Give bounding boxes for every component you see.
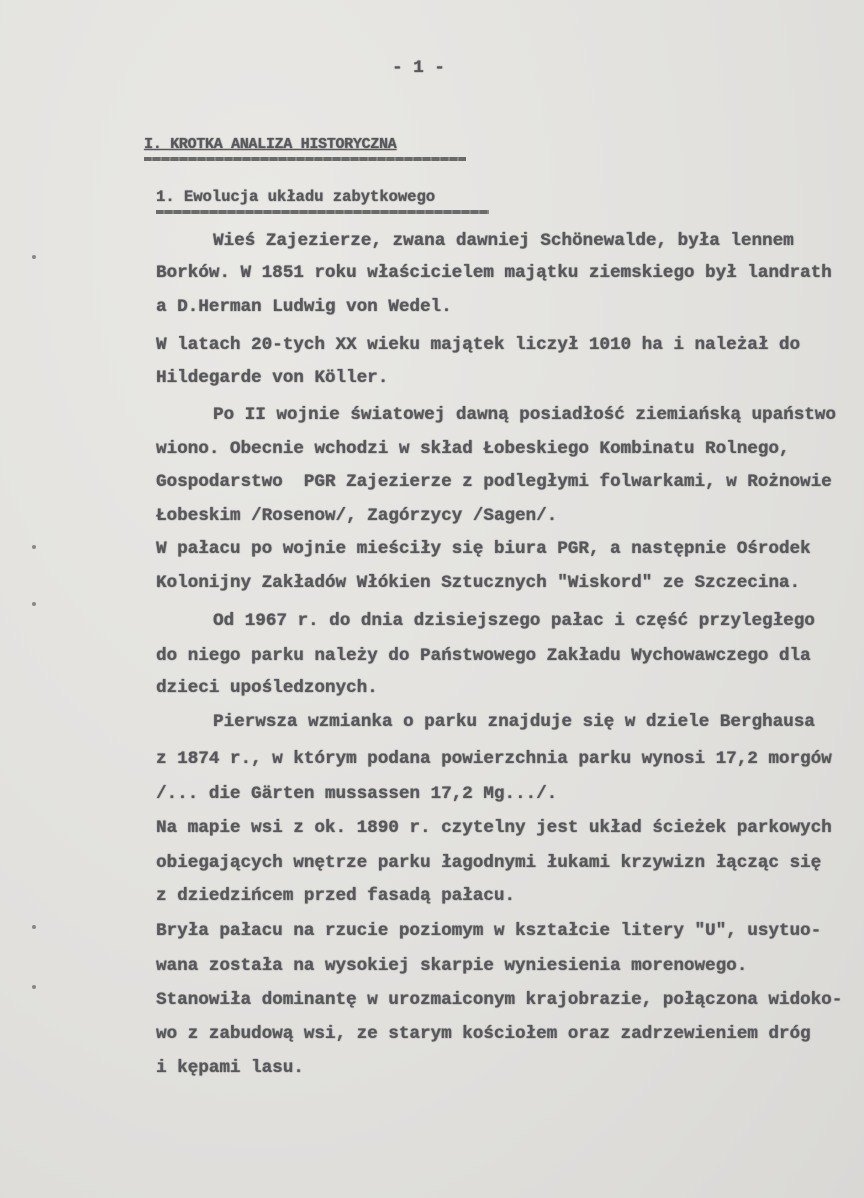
subheading-underline (156, 210, 489, 214)
text-line: wana została na wysokiej skarpie wyniesienia morenowego. (156, 956, 748, 976)
text-line: wiono. Obecnie wchodzi w skład Łobeskiego Kombinatu Rolnego, (156, 439, 790, 459)
text-line: obiegających wnętrze parku łagodnymi łukami krzywizn łącząc się (156, 853, 822, 873)
text-line: z 1874 r., w którym podana powierzchnia parku wynosi 17,2 morgów (156, 749, 832, 769)
text-line: Pierwsza wzmianka o parku znajduje się w dziele Berghausa (213, 712, 815, 732)
text-line: Po II wojnie światowej dawną posiadłość ziemiańską upaństwo (213, 405, 836, 425)
text-line: Bryła pałacu na rzucie poziomym w kształcie litery "U", usytuo- (156, 921, 822, 941)
text-line: z dziedzińcem przed fasadą pałacu. (156, 886, 515, 906)
text-line: Stanowiła dominantę w urozmaiconym krajobrazie, połączona widoko- (156, 990, 843, 1010)
text-line: W latach 20-tych XX wieku majątek liczył 1010 ha i należał do (156, 335, 801, 355)
text-line: dzieci upośledzonych. (156, 678, 378, 698)
text-line: Wieś Zajezierze, zwana dawniej Schönewalde, była lennem (213, 231, 794, 251)
punch-hole (32, 602, 36, 606)
text-line: Gospodarstwo PGR Zajezierze z podległymi folwarkami, w Rożnowie (156, 472, 832, 492)
text-line: Na mapie wsi z ok. 1890 r. czytelny jest układ ścieżek parkowych (156, 818, 832, 838)
text-line: /... die Gärten mussassen 17,2 Mg.../. (156, 784, 558, 804)
section-heading: I. KROTKA ANALIZA HISTORYCZNA (144, 136, 397, 153)
text-line: Łobeskim /Rosenow/, Zagórzycy /Sagen/. (156, 506, 558, 526)
punch-hole (32, 255, 36, 259)
text-line: a D.Herman Ludwig von Wedel. (156, 297, 452, 317)
text-line: Borków. W 1851 roku właścicielem majątku ziemskiego był landrath (156, 263, 832, 283)
subsection-heading: 1. Ewolucja układu zabytkowego (156, 188, 436, 206)
text-line: do niego parku należy do Państwowego Zakładu Wychowawczego dla (156, 646, 811, 666)
page-number: - 1 - (392, 58, 445, 78)
text-line: i kępami lasu. (156, 1058, 304, 1078)
text-line: W pałacu po wojnie mieściły się biura PGR, a następnie Ośrodek (156, 539, 811, 559)
text-line: Od 1967 r. do dnia dzisiejszego pałac i część przyległego (213, 611, 815, 631)
text-line: Hildegarde von Köller. (156, 368, 389, 388)
punch-hole (32, 985, 36, 989)
text-line: wo z zabudową wsi, ze starym kościołem oraz zadrzewieniem dróg (156, 1024, 811, 1044)
heading-underline (144, 157, 466, 161)
punch-hole (32, 925, 36, 929)
punch-hole (32, 545, 36, 549)
text-line: Kolonijny Zakładów Włókien Sztucznych "Wiskord" ze Szczecina. (156, 573, 801, 593)
